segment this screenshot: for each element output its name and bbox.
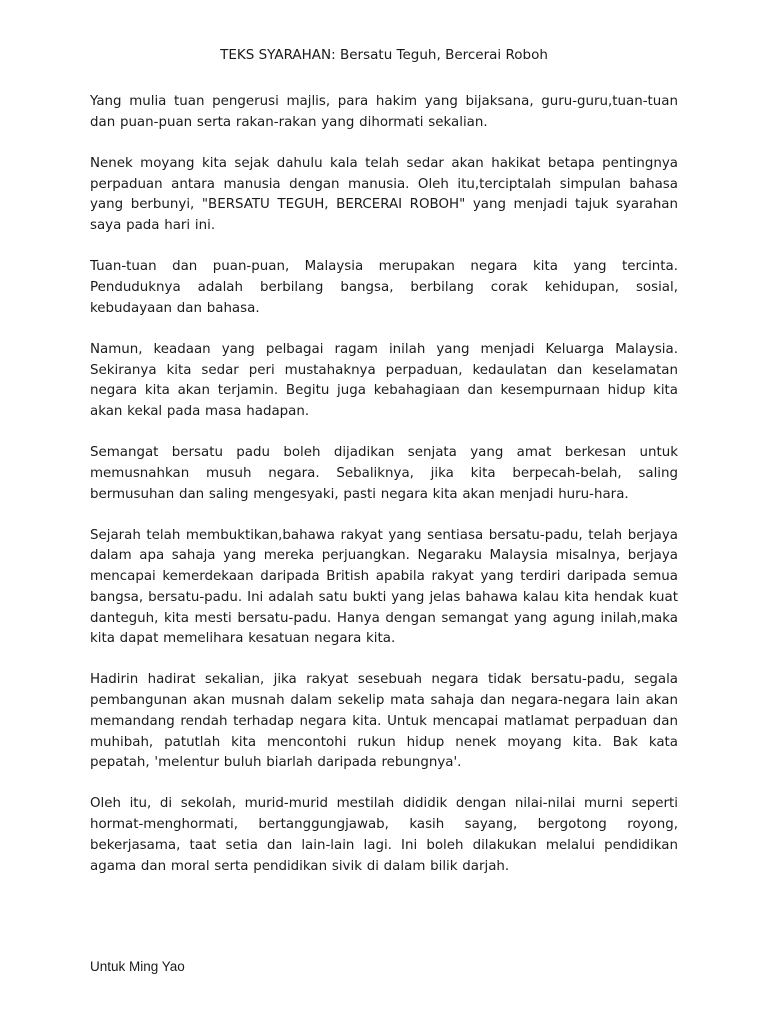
document-body (90, 92, 678, 898)
paragraph-semangat: Semangat bersatu padu boleh dijadikan senjata yang amat berkesan untuk memusnahkan musuh negara. Sebaliknya, jika kita berpecah-belah, saling bermusuhan dan saling mengesyaki, pasti negara kita akan menjadi huru-hara. (90, 445, 678, 502)
paragraph-greeting: Yang mulia tuan pengerusi majlis, para hakim yang bijaksana, guru-guru,tuan-tuan dan puan-puan serta rakan-rakan yang dihormati sekalian. (90, 94, 678, 130)
paragraph-malaysia: Tuan-tuan dan puan-puan, Malaysia merupakan negara kita yang tercinta. Penduduknya adalah berbilang bangsa, berbilang corak kehidupan, sosial, kebudayaan dan bahasa. (90, 259, 678, 316)
paragraph-keluarga-malaysia: Namun, keadaan yang pelbagai ragam inilah yang menjadi Keluarga Malaysia. Sekiranya kita sedar peri mustahaknya perpaduan, kedaulatan dan keselamatan negara kita akan terjamin. Begitu juga kebahagiaan dan kesempurnaan hidup kita akan kekal pada masa hadapan. (90, 341, 678, 419)
document-footer: Untuk Ming Yao (90, 959, 185, 974)
document-title: TEKS SYARAHAN: Bersatu Teguh, Bercerai Roboh (220, 47, 548, 63)
paragraph-hadirin: Hadirin hadirat sekalian, jika rakyat sesebuah negara tidak bersatu-padu, segala pembangunan akan musnah dalam sekelip mata sahaja dan negara-negara lain akan memandang rendah terhadap negara kita. Untuk mencapai matlamat perpaduan dan muhibah, patutlah kita mencontohi rukun hidup nenek moyang kita. Bak kata pepatah, 'melentur buluh biarlah daripada rebungnya'. (90, 672, 678, 771)
paragraph-sejarah: Sejarah telah membuktikan,bahawa rakyat yang sentiasa bersatu-padu, telah berjaya dalam apa sahaja yang mereka perjuangkan. Negaraku Malaysia misalnya, berjaya mencapai kemerdekaan daripada British apabila rakyat yang terdiri daripada semua bangsa, bersatu-padu. Ini adalah satu bukti yang jelas bahawa kalau kita hendak kuat danteguh, kita mesti bersatu-padu. Hanya dengan semangat yang agung inilah,maka kita dapat memelihara kesatuan negara kita. (90, 527, 678, 647)
paragraph-introduction: Nenek moyang kita sejak dahulu kala telah sedar akan hakikat betapa pentingnya perpaduan antara manusia dengan manusia. Oleh itu,terciptalah simpulan bahasa yang berbunyi, "BERSATU TEGUH, BERCERAI ROBOH" yang menjadi tajuk syarahan saya pada hari ini. (90, 155, 678, 234)
paragraph-sekolah: Oleh itu, di sekolah, murid-murid mestilah dididik dengan nilai-nilai murni seperti hormat-menghormati, bertanggungjawab, kasih sayang, bergotong royong, bekerjasama, taat setia dan lain-lain lagi. Ini boleh dilakukan melalui pendidikan agama dan moral serta pendidikan sivik di dalam bilik darjah. (90, 796, 678, 874)
